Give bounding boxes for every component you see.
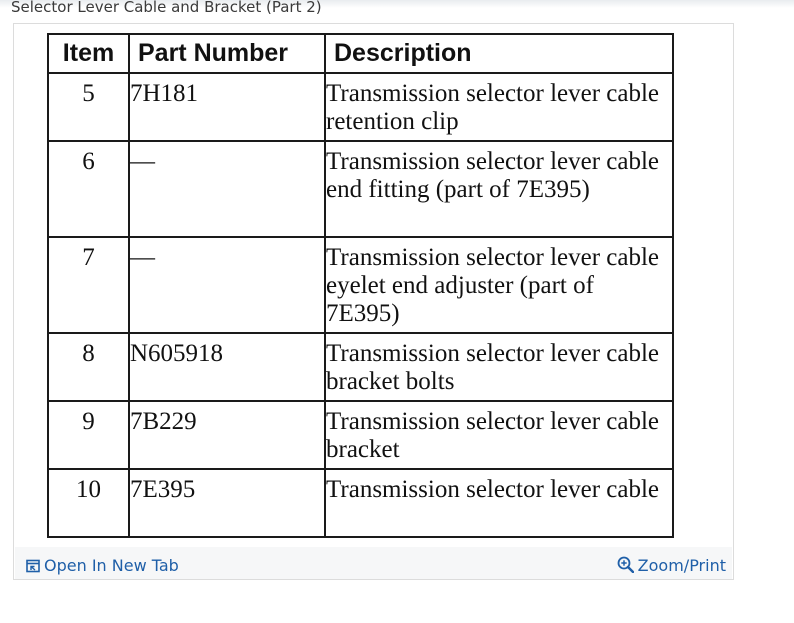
cell-item: 6 [48,141,129,237]
open-in-new-tab-link[interactable] [26,556,179,576]
cell-description: Transmission selector lever cable [325,469,673,537]
cell-part-number: — [129,237,325,333]
open-new-tab-icon [26,559,40,573]
cell-description: Transmission selector lever cable end fitting (part of 7E395) [325,141,673,237]
cell-description: Transmission selector lever cable eyelet end adjuster (part of 7E395) [325,237,673,333]
cell-part-number: 7B229 [129,401,325,469]
figure-caption: Selector Lever Cable and Bracket (Part 2) [11,0,322,16]
cell-item: 9 [48,401,129,469]
cell-description: Transmission selector lever cable retention clip [325,73,673,141]
figure-container [13,23,734,580]
table-row [48,401,673,469]
table-row [48,469,673,537]
table-row [48,141,673,237]
table-row [48,237,673,333]
header-description: Description [325,34,673,73]
header-part-number: Part Number [129,34,325,73]
cell-part-number: 7E395 [129,469,325,537]
header-item: Item [48,34,129,73]
cell-part-number: N605918 [129,333,325,401]
parts-table [47,33,674,538]
zoom-in-icon [617,556,634,573]
cell-description: Transmission selector lever cable bracket bolts [325,333,673,401]
cell-description: Transmission selector lever cable bracket [325,401,673,469]
cell-item: 7 [48,237,129,333]
cell-item: 8 [48,333,129,401]
cell-item: 5 [48,73,129,141]
cell-part-number: — [129,141,325,237]
table-row [48,73,673,141]
zoom-print-link[interactable] [617,556,726,576]
zoom-print-label: Zoom/Print [637,556,726,575]
cell-part-number: 7H181 [129,73,325,141]
parts-table-image[interactable] [47,33,672,538]
table-header-row [48,34,673,73]
cell-item: 10 [48,469,129,537]
open-in-new-tab-label: Open In New Tab [44,556,179,575]
table-row [48,333,673,401]
